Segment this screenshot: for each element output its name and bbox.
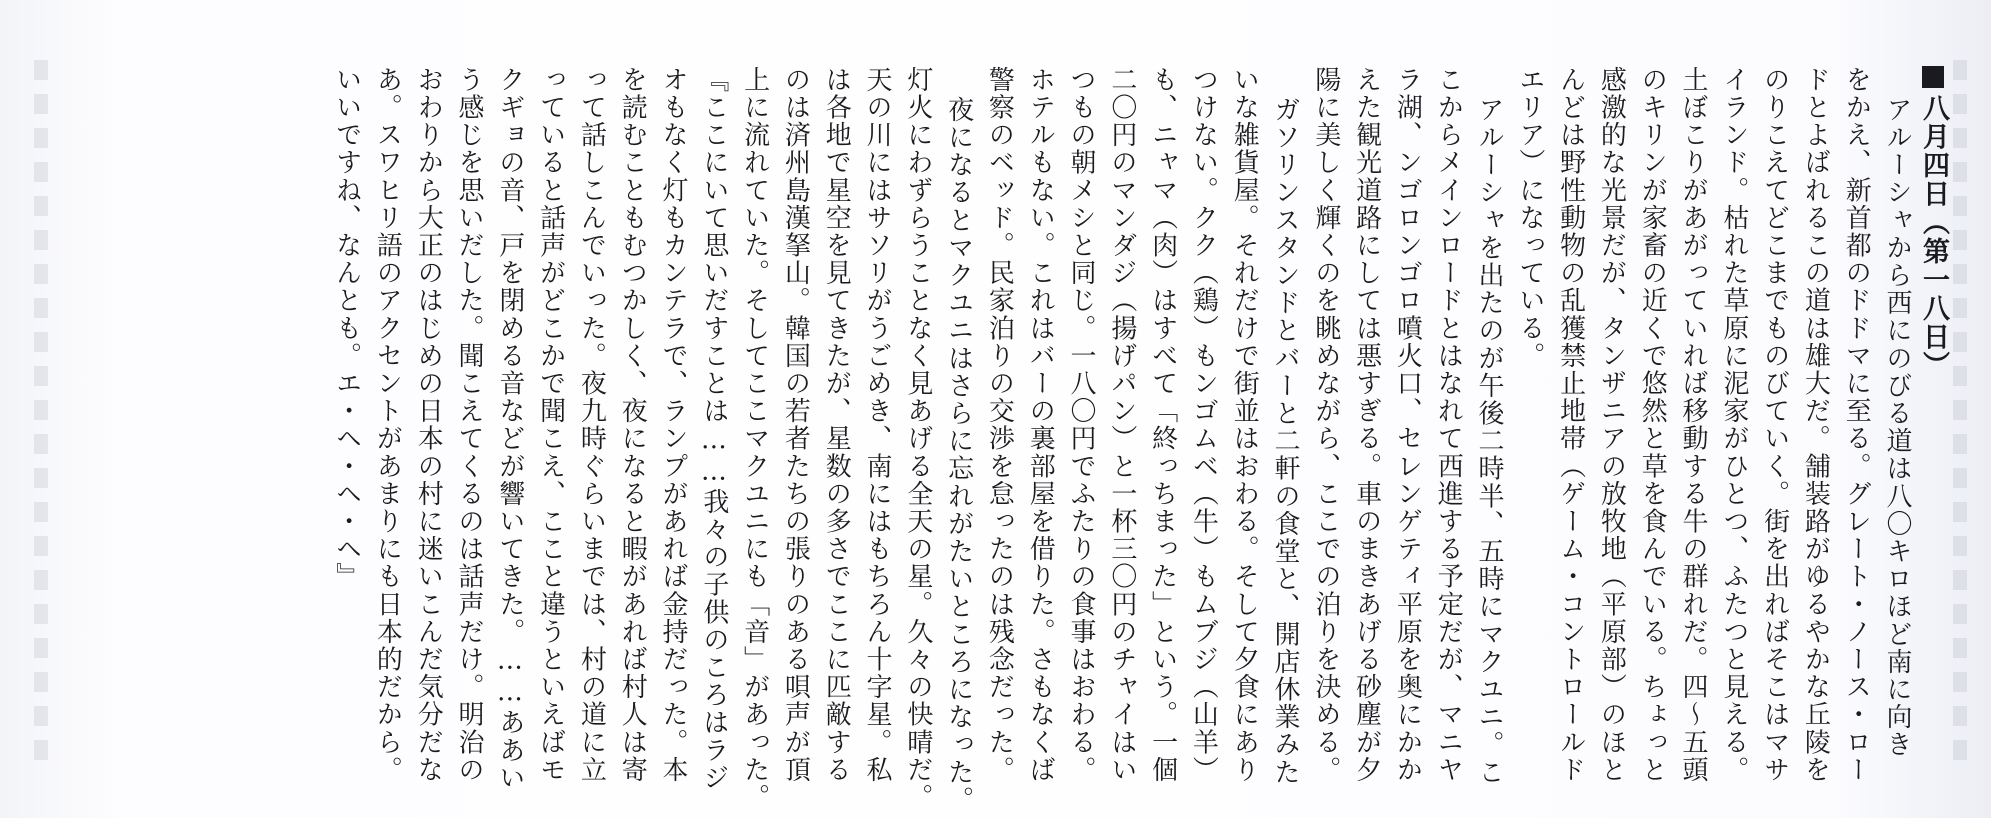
text-line: って話しこんでいった。夜九時ぐらいまでは、村の道に立 — [576, 66, 607, 784]
text-line: クギョの音、戸を閉める音などが響いてきた。……ああい — [494, 66, 525, 792]
text-line: 『ここにいて思いだすことは……我々の子供のころはラジ — [698, 66, 729, 792]
text-line: こからメインロードとはなれて西進する予定だが、マニヤ — [1433, 66, 1464, 784]
text-line: う感じを思いだした。聞こえてくるのは話声だけ。明治の — [454, 66, 484, 784]
text-line: アルーシャを出たのが午後二時半、五時にマクユニ。こ — [1474, 96, 1504, 786]
text-line: も、ニャマ（肉）はすべて「終っちまった」という。一個 — [1147, 66, 1178, 784]
heading-text: 八月四日（第一八日） — [1918, 94, 1949, 380]
text-line: 天の川にはサソリがうごめき、南にはもちろん十字星。私 — [862, 66, 892, 784]
text-line: ドとよばれるこの道は雄大だ。舗装路がゆるやかな丘陵を — [1800, 66, 1831, 784]
text-line: を読むこともむつかしく、夜になると暇があれば村人は寄 — [617, 66, 648, 784]
text-line: オもなく灯もカンテラで、ランプがあれば金持だった。本 — [658, 66, 688, 784]
text-line: んどは野性動物の乱獲禁止地帯（ゲーム・コントロールド — [1555, 66, 1586, 784]
text-line: のは済州島漢拏山。韓国の若者たちの張りのある唄声が頂 — [780, 66, 811, 784]
text-line: 土ぼこりがあがっていれば移動する牛の群れだ。四～五頭 — [1678, 66, 1708, 784]
text-line: 感激的な光景だが、タンザニアの放牧地（平原部）のほと — [1596, 66, 1627, 784]
text-line: あ。スワヒリ語のアクセントがあまりにも日本的だから。 — [372, 66, 403, 784]
text-line: ラ湖、ンゴロンゴロ噴火口、セレンゲティ平原を奥にかか — [1392, 66, 1423, 784]
text-line: いいですね、なんとも。エ・ヘ・ヘ・ヘ』 — [331, 66, 362, 591]
text-line: 二〇円のマンダジ（揚げパン）と一杯三〇円のチャイはい — [1106, 66, 1137, 784]
text-line: ガソリンスタンドとバーと二軒の食堂と、開店休業みた — [1270, 96, 1300, 786]
text-line: おわりから大正のはじめの日本の村に迷いこんだ気分だな — [413, 66, 444, 784]
text-line: のキリンが家畜の近くで悠然と草を食んでいる。ちょっと — [1637, 66, 1668, 784]
text-line: ホテルもない。これはバーの裏部屋を借りた。さもなくば — [1025, 66, 1056, 784]
text-line: 上に流れていた。そしてここマクユニにも「音」があった。 — [739, 66, 770, 812]
text-line: 夜になるとマクユニはさらに忘れがたいところになった。 — [943, 96, 974, 814]
text-line: つけない。クク（鶏）もンゴムベ（牛）もムブジ（山羊） — [1188, 66, 1219, 784]
text-line: つもの朝メシと同じ。一八〇円でふたりの食事はおわる。 — [1066, 66, 1096, 784]
text-line: エリア）になっている。 — [1514, 66, 1545, 370]
text-line: 警察のベッド。民家泊りの交渉を怠ったのは残念だった。 — [984, 66, 1015, 784]
text-line: をかえ、新首都のドドマに至る。グレート・ノース・ロー — [1841, 66, 1872, 784]
text-line: 灯火にわずらうことなく見あげる全天の星。久々の快晴だ。 — [902, 66, 933, 812]
text-line: 陽に美しく輝くのを眺めながら、ここでの泊りを決める。 — [1310, 66, 1341, 784]
text-line: えた観光道路にしては悪すぎる。車のまきあげる砂塵が夕 — [1351, 66, 1382, 784]
section-heading — [1915, 66, 1951, 380]
text-line: は各地で星空を見てきたが、星数の多さでここに匹敵する — [821, 66, 852, 784]
text-line: いな雑貨屋。それだけで街並はおわる。そして夕食にあり — [1229, 66, 1260, 784]
text-line: のりこえてどこまでものびていく。街を出ればそこはマサ — [1759, 66, 1790, 784]
text-line: っていると話声がどこかで聞こえ、ここと違うといえばモ — [535, 66, 566, 784]
text-line: アルーシャから西にのびる道は八〇キロほど南に向き — [1882, 96, 1912, 759]
heading-square-icon — [1922, 66, 1944, 88]
text-line: イランド。枯れた草原に泥家がひとつ、ふたつと見える。 — [1718, 66, 1749, 784]
